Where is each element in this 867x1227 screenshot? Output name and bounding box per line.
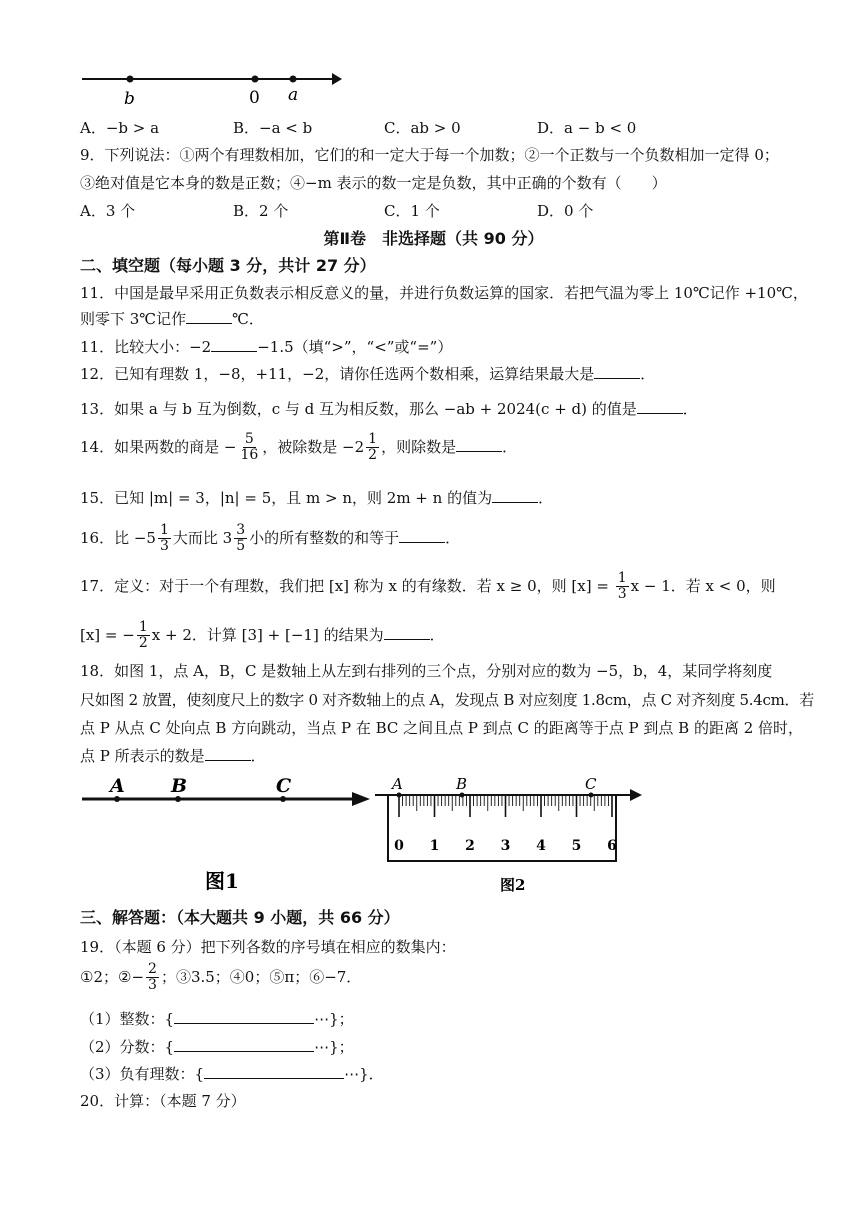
- point-a: [290, 76, 297, 83]
- fig2-caption: 图2: [500, 876, 526, 894]
- q8-option-d: D．a − b < 0: [537, 119, 637, 137]
- q14-fraction-2: $\frac{1}{2}$: [368, 431, 378, 464]
- q19-set2-label: （2）分数：{: [80, 1038, 175, 1056]
- q16-text-mid: 大而比 3: [172, 528, 233, 547]
- q11b-text-post: −1.5（填“>”，“<”或“=”）: [257, 338, 453, 356]
- q19-set3-end: ⋯}．: [344, 1065, 384, 1083]
- q16-period: ．: [445, 528, 461, 547]
- q16-line: [80, 523, 460, 555]
- q17-line-1: [80, 571, 776, 603]
- q12-text: 12．已知有理数 1，−8，+11，−2，请你任选两个数相乘，运算结果最大是: [80, 365, 595, 383]
- fig2-point-a: [397, 793, 402, 798]
- q19-numbers-pre: ①2；②−: [80, 967, 145, 986]
- number-line-label-a: a: [288, 85, 299, 105]
- ruler-label: 1: [429, 838, 440, 854]
- q18-period: ．: [250, 747, 266, 765]
- number-line-label-b: b: [124, 89, 135, 108]
- section-2-title: 二、填空题（每小题 3 分，共计 27 分）: [80, 256, 376, 275]
- part-2-title: 第Ⅱ卷 非选择题（共 90 分）: [323, 229, 544, 248]
- q17-answer-blank[interactable]: [384, 624, 430, 640]
- q20-line: 20．计算：（本题 7 分）: [80, 1092, 246, 1110]
- q19-set1-label: （1）整数：{: [80, 1010, 175, 1028]
- q14-period: ．: [502, 437, 518, 456]
- ruler-label: 6: [607, 838, 617, 854]
- fig2-label-c: C: [585, 775, 597, 793]
- q14-text-mid: ，被除数是 −2: [262, 437, 365, 456]
- ruler-label: 5: [571, 838, 582, 854]
- fig2-label-b: B: [456, 775, 468, 793]
- q11b-answer-blank[interactable]: [211, 336, 257, 352]
- q13-text-post: ．: [682, 400, 698, 418]
- point-0: [252, 76, 259, 83]
- fig2-label-a: A: [392, 775, 403, 793]
- q16-fraction-1: $\frac{1}{3}$: [159, 522, 169, 555]
- ruler-label: 3: [500, 838, 511, 854]
- q18-text-4: 点 P 所表示的数是: [80, 747, 205, 765]
- number-line-label-0: 0: [249, 88, 260, 108]
- q11a-line-2: [80, 308, 264, 329]
- q19-set-negative-rationals: [80, 1063, 384, 1084]
- q9-option-a: A．3 个: [80, 202, 136, 220]
- q17-text-2: [x] = −: [80, 625, 135, 644]
- q19-set1-blank[interactable]: [174, 1008, 314, 1024]
- q12-text-post: ．: [640, 365, 656, 383]
- q14-line: [80, 432, 517, 464]
- q19-numbers: [80, 962, 361, 994]
- q8-option-a: A．−b > a: [80, 119, 160, 137]
- q11a-unit: ℃．: [232, 310, 264, 328]
- q11a-line-1: 11．中国是最早采用正负数表示相反意义的量，并进行负数运算的国家．若把气温为零上 10℃记作 +10℃，: [80, 284, 808, 302]
- q15-text: 15．已知 |m| = 3，|n| = 5，且 m > n，则 2m + n 的值为: [80, 489, 493, 507]
- q16-fraction-2: $\frac{3}{5}$: [236, 522, 246, 555]
- q15-answer-blank[interactable]: [492, 487, 538, 503]
- q16-text: 16．比 −5: [80, 528, 156, 547]
- q18-line-3: 点 P 从点 C 处向点 B 方向跳动，当点 P 在 BC 之间且点 P 到点 C 的距离等于点 P 到点 B 的距离 2 倍时，: [80, 719, 804, 737]
- figure-2: [370, 772, 650, 897]
- q9-option-c: C．1 个: [384, 202, 440, 220]
- fig2-point-c: [589, 793, 594, 798]
- q18-answer-blank[interactable]: [205, 745, 251, 761]
- q19-fraction: $\frac{2}{3}$: [148, 961, 157, 994]
- q9-option-d: D．0 个: [537, 202, 594, 220]
- q19-set-integers: [80, 1008, 354, 1029]
- ruler-label: 2: [465, 838, 475, 854]
- q17-line-2: [80, 620, 445, 652]
- q17-text-1: 17．定义：对于一个有理数，我们把 [x] 称为 x 的有缘数．若 x ≥ 0，则 [x] =: [80, 576, 614, 595]
- q15-text-post: ．: [538, 489, 554, 507]
- q19-line-1: 19．（本题 6 分）把下列各数的序号填在相应的数集内：: [80, 938, 456, 956]
- q9-line-2: ③绝对值是它本身的数是正数；④−m 表示的数一定是负数，其中正确的个数有（ ）: [80, 174, 667, 192]
- q11b-text: 11．比较大小：−2: [80, 338, 212, 356]
- q17-period: ．: [429, 625, 445, 644]
- q19-set2-blank[interactable]: [174, 1036, 314, 1052]
- q17-text-2-mid: x + 2．计算 [3] + [−1] 的结果为: [151, 625, 384, 644]
- q9-option-b: B．2 个: [233, 202, 289, 220]
- q11a-text: 则零下 3℃记作: [80, 310, 187, 328]
- q19-set2-end: ⋯}；: [314, 1038, 354, 1056]
- q19-set3-label: （3）负有理数：{: [80, 1065, 205, 1083]
- q19-set3-blank[interactable]: [204, 1063, 344, 1079]
- q11a-answer-blank[interactable]: [186, 308, 232, 324]
- q13-text: 13．如果 a 与 b 互为倒数，c 与 d 互为相反数，那么 −ab + 2024(c + d) 的值是: [80, 400, 637, 418]
- q18-line-2: 尺如图 2 放置，使刻度尺上的数字 0 对齐数轴上的点 A，发现点 B 对应刻度 1.8cm，点 C 对齐刻度 5.4cm．若: [80, 691, 814, 709]
- q8-option-b: B．−a < b: [233, 119, 313, 137]
- fig1-label-b: B: [171, 775, 188, 797]
- q9-line-1: 9．下列说法：①两个有理数相加，它们的和一定大于每一个加数；②一个正数与一个负数相加一定得 0；: [80, 146, 779, 164]
- q19-set1-end: ⋯}；: [314, 1010, 354, 1028]
- q19-numbers-post: ；③3.5；④0；⑤π；⑥−7．: [160, 967, 362, 986]
- section-3-title: 三、解答题：（本大题共 9 小题，共 66 分）: [80, 908, 400, 927]
- q14-answer-blank[interactable]: [456, 436, 502, 452]
- q12-answer-blank[interactable]: [594, 363, 640, 379]
- q13-answer-blank[interactable]: [637, 398, 683, 414]
- q14-text-post: ，则除数是: [381, 437, 457, 456]
- q17-text-1-post: x − 1．若 x < 0，则: [630, 576, 776, 595]
- q18-line-4: [80, 745, 266, 766]
- q16-text-post: 小的所有整数的和等于: [249, 528, 400, 547]
- point-b: [127, 76, 134, 83]
- ruler-label: 0: [394, 838, 404, 854]
- q14-fraction-1: $\frac{5}{16}$: [240, 431, 259, 464]
- q18-line-1: 18．如图 1，点 A，B，C 是数轴上从左到右排列的三个点，分别对应的数为 −5，b，4，某同学将刻度: [80, 662, 773, 680]
- fig2-point-b: [460, 793, 465, 798]
- q8-number-line: [80, 66, 350, 108]
- q15-line: [80, 487, 553, 508]
- ruler-label: 4: [536, 838, 546, 854]
- q17-fraction-1: $\frac{1}{3}$: [617, 570, 627, 603]
- figure-1: [80, 772, 380, 897]
- q13-line: [80, 398, 698, 419]
- q17-fraction-2: $\frac{1}{2}$: [138, 619, 148, 652]
- q14-text: 14．如果两数的商是 −: [80, 437, 237, 456]
- q16-answer-blank[interactable]: [399, 527, 445, 543]
- fig1-caption: 图1: [205, 869, 239, 893]
- fig1-label-c: C: [276, 775, 292, 797]
- fig1-label-a: A: [110, 775, 125, 797]
- q11b-line: [80, 336, 452, 357]
- q19-set-fractions: [80, 1036, 354, 1057]
- q12-line: [80, 363, 655, 384]
- q8-option-c: C．ab > 0: [384, 119, 461, 137]
